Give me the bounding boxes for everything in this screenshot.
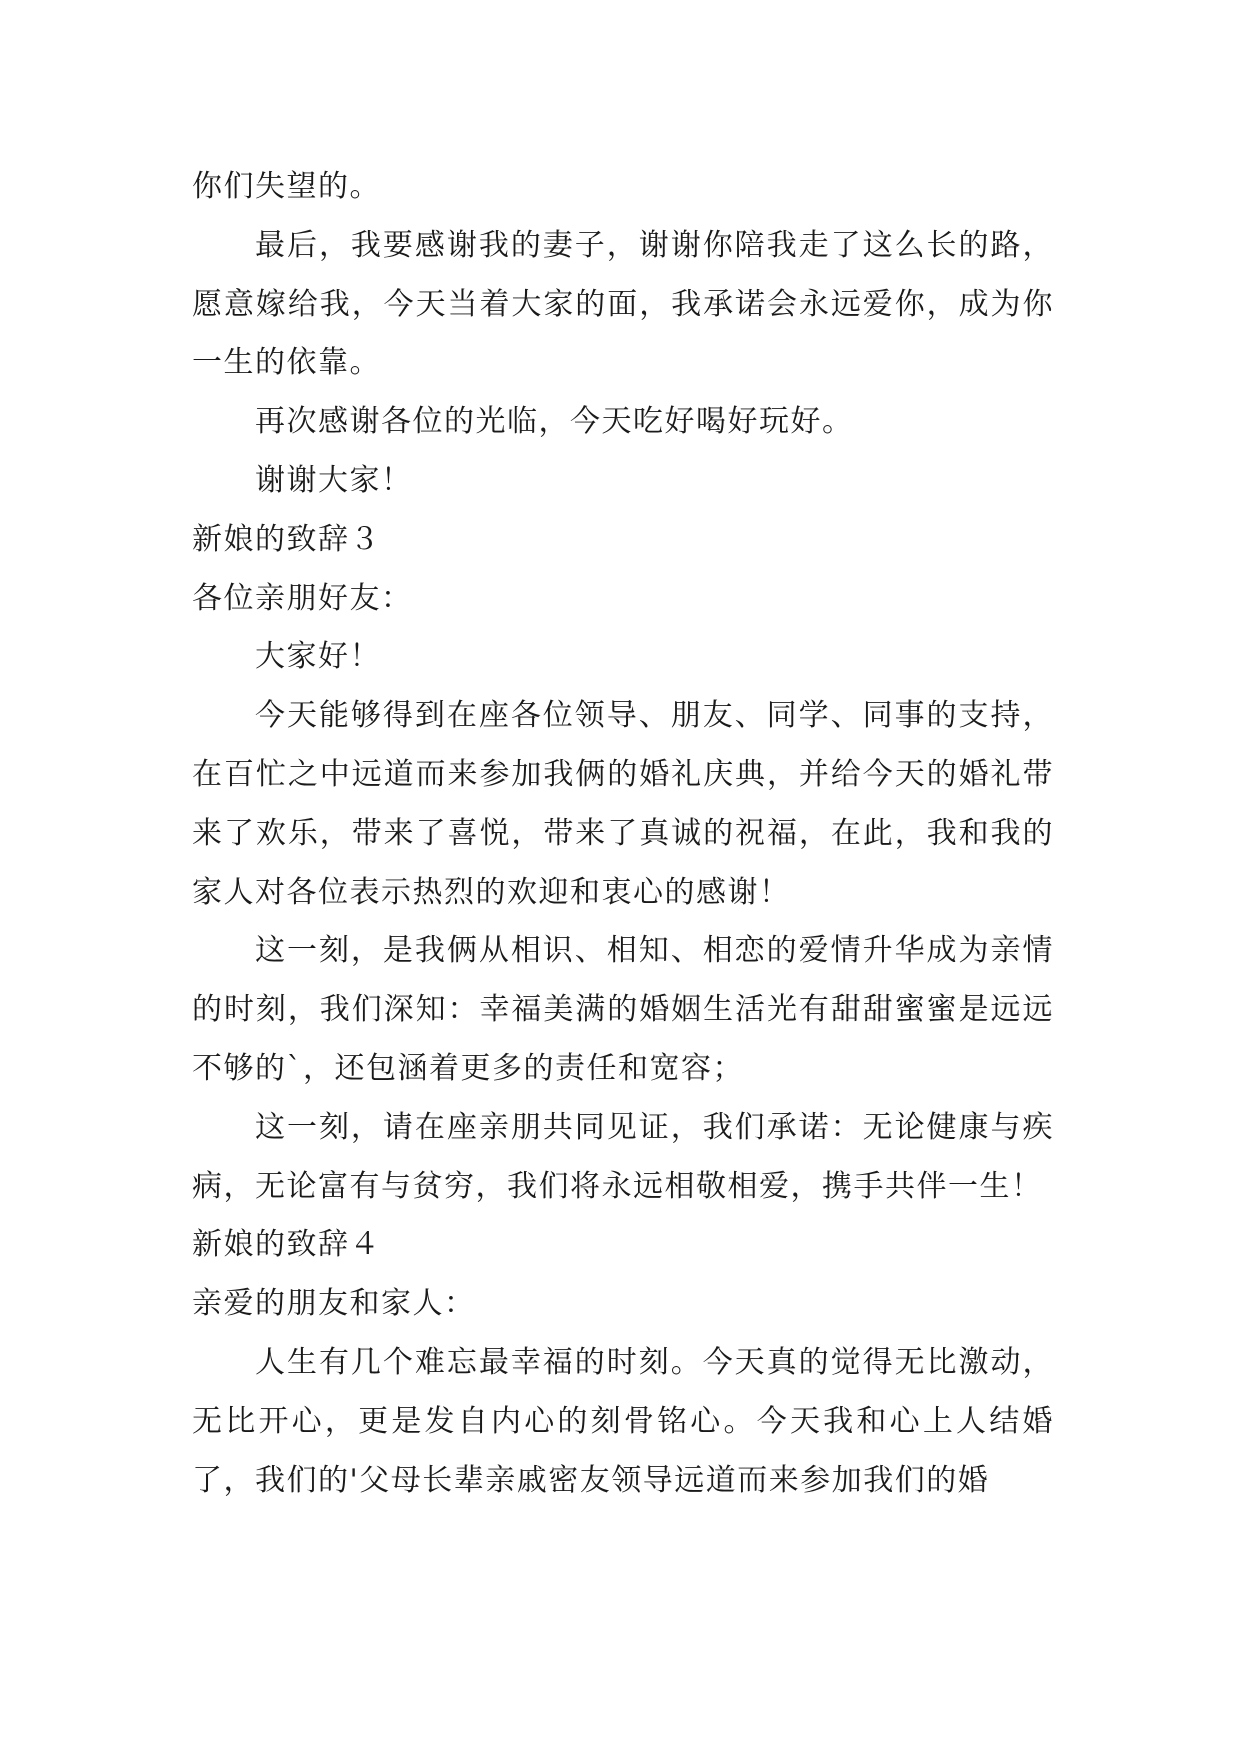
paragraph: 今天能够得到在座各位领导、朋友、同学、同事的支持，在百忙之中远道而来参加我俩的婚礼庆典，并给今天的婚礼带来了欢乐，带来了喜悦，带来了真诚的祝福，在此，我和我的家人对各位表示热烈的欢迎和衷心的感谢！	[192, 698, 1054, 910]
salutation: 各位亲朋好友：	[192, 580, 413, 616]
salutation: 亲爱的朋友和家人：	[192, 1286, 476, 1322]
section-heading: 新娘的致辞３	[192, 521, 381, 557]
paragraph: 人生有几个难忘最幸福的时刻。今天真的觉得无比激动，无比开心，更是发自内心的刻骨铭心。今天我和心上人结婚了，我们的'父母长辈亲戚密友领导远道而来参加我们的婚	[192, 1344, 1054, 1498]
paragraph: 最后，我要感谢我的妻子，谢谢你陪我走了这么长的路，愿意嫁给我，今天当着大家的面，我承诺会永远爱你，成为你一生的依靠。	[192, 227, 1054, 381]
paragraph: 你们失望的。	[192, 169, 381, 204]
paragraph: 这一刻，是我俩从相识、相知、相恋的爱情升华成为亲情的时刻，我们深知：幸福美满的婚姻生活光有甜甜蜜蜜是远远不够的`，还包涵着更多的责任和宽容；	[192, 933, 1054, 1086]
paragraph: 再次感谢各位的光临，今天吃好喝好玩好。	[255, 404, 854, 440]
paragraph: 谢谢大家！	[255, 462, 413, 498]
document-body	[192, 158, 1054, 1510]
paragraph: 大家好！	[255, 639, 381, 675]
paragraph: 这一刻，请在座亲朋共同见证，我们承诺：无论健康与疾病，无论富有与贫穷，我们将永远相敬相爱，携手共伴一生！	[192, 1109, 1054, 1204]
section-heading: 新娘的致辞４	[192, 1227, 381, 1263]
